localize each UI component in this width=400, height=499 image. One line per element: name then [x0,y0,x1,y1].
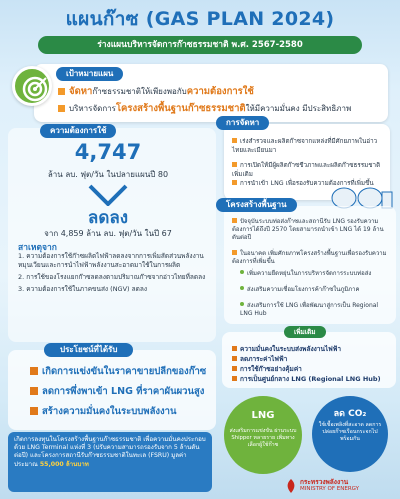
dot-icon [240,270,244,274]
benefit2-item-text: การเป็นศูนย์กลาง LNG (Regional LNG Hub) [240,375,381,383]
cause-item: 3. ความต้องการใช้ในภาคขนส่ง (NGV) ลดลง [18,285,148,293]
infrastructure-subitem-text: ส่งเสริมการใช้ LNG เพื่อพัฒนาสู่การเป็น Regional LNG Hub [240,302,379,317]
management-item [232,162,384,179]
arrow-down-icon [88,184,128,206]
target-tag: เป้าหมายแผน [56,67,123,81]
lng-badge [224,396,302,474]
target-text-2b: ให้มีความมั่นคง มีประสิทธิภาพ [245,104,352,113]
cause-title: สาเหตุจาก [18,243,57,253]
bullet-icon [232,218,237,223]
benefit2-item [232,374,381,384]
management-tag: การจัดหา [216,116,269,130]
page-title: แผนก๊าซ (GAS PLAN 2024) [65,8,335,30]
management-item-text: เร่งสำรวจและผลิตก๊าซจากแหล่งที่มีศักยภาพในอ่าวไทยและเมียนมา [232,138,378,154]
ministry-logo-icon [284,478,298,494]
benefit-item [30,404,177,419]
infrastructure-item-text: ปัจจุบันระบบท่อส่งก๊าซและสถานีรับ LNG รองรับความต้องการได้ถึงปี 2570 โดยสามารถนำเข้า LNG ได้ 19 ล้านตันต่อปี [232,218,384,241]
demand-tag: ความต้องการใช้ [40,124,116,138]
bullet-icon [232,180,237,185]
investment-panel [8,432,212,492]
cause-item: 1. ความต้องการใช้ก๊าซผลิตไฟฟ้าลดลงจากการเพิ่มสัดส่วนพลังงานหมุนเวียนและการนำไฟฟ้าพลังงานสะอาดมาใช้ในการผลิต [18,252,204,269]
infrastructure-subitem-text: ส่งเสริมความเชื่อมโยงการค้าก๊าซในภูมิภาค [247,286,360,293]
infrastructure-item [232,218,388,242]
management-item-text: การนำเข้า LNG เพื่อรองรับความต้องการที่เพิ่มขึ้น [240,180,374,187]
bullet-icon [232,162,237,167]
bullet-icon [30,407,38,415]
bullet-icon [232,356,237,361]
co2-badge [312,396,388,472]
infrastructure-tag: โครงสร้างพื้นฐาน [216,198,297,212]
bullet-icon [232,250,237,255]
management-item [232,138,384,155]
benefit2-item-text: ลดภาระค่าไฟฟ้า [240,355,288,363]
infrastructure-subitem-text: เพิ่มความยืดหยุ่นในการบริหารจัดการระบบท่อส่ง [247,270,372,277]
page-subtitle: ร่างแผนบริหารจัดการก๊าซธรรมชาติ พ.ศ. 2567-2580 [38,36,362,54]
target-text-1: ก๊าซธรรมชาติให้เพียงพอกับ [92,87,187,96]
demand-value: 4,747 [74,140,142,164]
bullet-icon [30,367,38,375]
target-text-2: บริหารจัดการ [69,104,116,113]
bullet-icon [58,88,65,95]
benefit2-item [232,344,341,354]
benefit-item-text: เกิดการแข่งขันในราคาขายปลีกของก๊าซ [42,366,207,377]
benefits-tag: ประโยชน์ที่ได้รับ [44,343,133,357]
target-line-1 [58,84,254,99]
bullet-icon [232,366,237,371]
target-icon [12,66,52,106]
benefit-item-text: สร้างความมั่นคงในระบบพลังงาน [42,406,177,417]
benefit-item-text: ลดการพึ่งพาเข้า LNG ที่ราคาผันผวนสูง [42,386,205,397]
target-line-2 [58,101,351,116]
ministry-name-en: MINISTRY OF ENERGY [300,486,360,492]
benefit2-item-text: การใช้ก๊าซอย่างคุ้มค่า [240,365,302,373]
infrastructure-item-text: ในอนาคต เพิ่มศักยภาพโครงสร้างพื้นฐานเพื่อรองรับความต้องการที่เพิ่มขึ้น [232,250,387,265]
target-hl-1: จัดหา [69,86,93,97]
lng-title: LNG [251,410,275,421]
dot-icon [240,302,244,306]
demand-unit: ล้าน ลบ. ฟุต/วัน ในปลายแผนปี 80 [47,170,169,179]
benefit2-item [232,354,287,364]
target-hl-1b: ความต้องการใช้ [186,86,254,97]
investment-amount: 55,000 ล้านบาท [39,460,89,468]
ministry-name-th: กระทรวงพลังงาน [300,478,349,486]
benefit2-item [232,364,302,374]
target-hl-2: โครงสร้างพื้นฐานก๊าซธรรมชาติ [115,103,246,114]
reduce-sub: จาก 4,859 ล้าน ลบ. ฟุต/วัน ในปี 67 [44,229,172,238]
co2-title: ลด CO₂ [333,409,367,419]
benefit-item [30,384,204,399]
bullet-icon [232,376,237,381]
co2-text: ใช้เชื้อเพลิงที่สะอาด ลดการปล่อยก๊าซเรือนกระจกไปพร้อมกัน [318,422,382,442]
benefit-item [30,364,206,379]
bullet-icon [232,138,237,143]
cause-item: 2. การใช้ของโรงแยกก๊าซลดลงตามปริมาณก๊าซจากอ่าวไทยที่ลดลง [18,273,206,281]
infrastructure-subitem [240,270,388,278]
lng-text: ส่งเสริมการแข่งขัน ผ่านระบบ Shipper หลายราย เพิ่มทางเลือกผู้ใช้ก๊าซ [229,428,297,448]
management-item-text: การเปิดให้มีผู้ผลิตก๊าซชีวภาพและผลิตก๊าซธรรมชาติเพิ่มเติม [232,162,381,178]
infrastructure-item [232,250,388,266]
reduce-label: ลดลง [87,208,129,228]
benefits2-tag: เพิ่มเติม [284,326,326,338]
bullet-icon [30,387,38,395]
bullet-icon [232,346,237,351]
benefit2-item-text: ความมั่นคงในระบบส่งพลังงานไฟฟ้า [240,345,342,353]
dot-icon [240,286,244,290]
infrastructure-subitem [240,286,388,294]
bullet-icon [58,105,65,112]
investment-text: เกิดการลงทุนในโครงสร้างพื้นฐานก๊าซธรรมชาติ เพื่อความมั่นคงประกอบด้วย LNG Terminal แห่งที่ 3 (ปรับความสามารถรองรับจาก 5 ล้านตันต่อปี) และโครงการสถานีรับก๊าซธรรมชาติในทะเล (FSRU) มูลค่าประมาณ [14,436,206,468]
infrastructure-subitem [240,302,388,318]
